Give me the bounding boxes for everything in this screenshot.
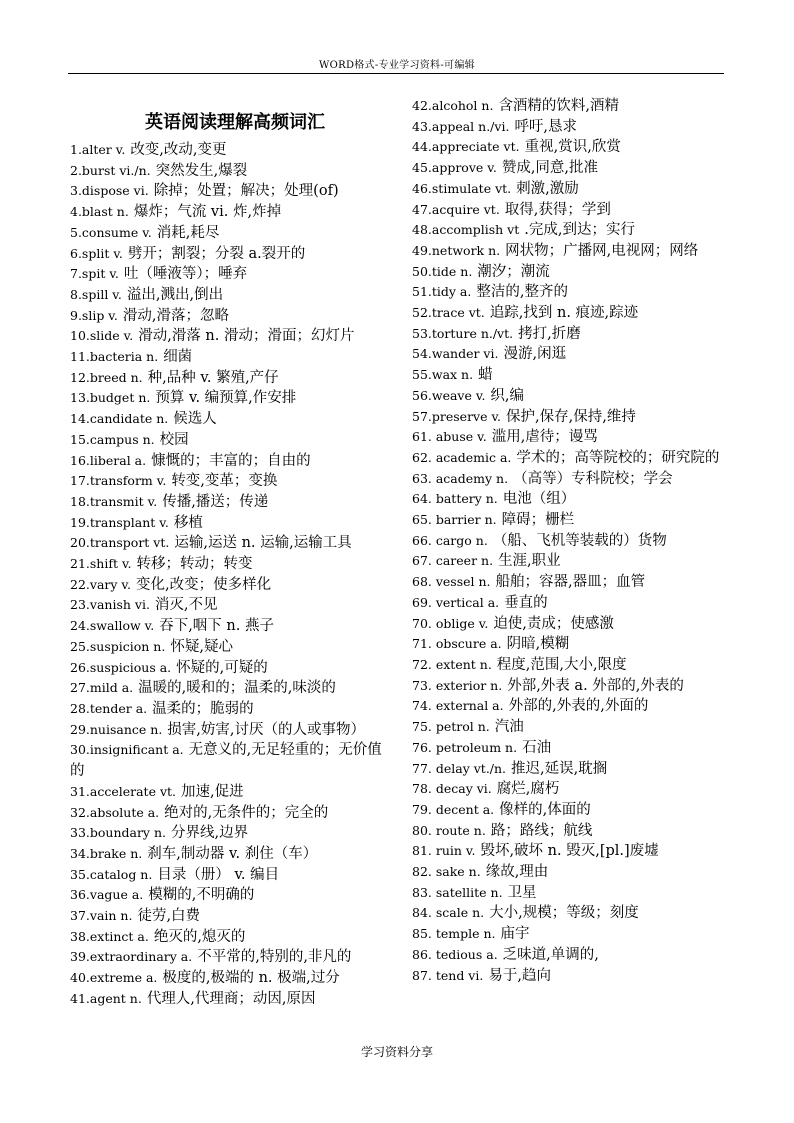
vocab-entry: [70, 989, 396, 1010]
vocab-entry: [412, 137, 734, 158]
vocab-definition: 潮汐；潮流: [477, 263, 550, 280]
vocab-definition: 易于,趋向: [488, 967, 551, 984]
vocab-definition: 不平常的,特别的,非凡的: [197, 949, 352, 966]
vocab-word: 84. scale n.: [412, 905, 485, 921]
vocab-entry: [412, 386, 734, 407]
vocab-definition: 校园: [159, 431, 189, 448]
vocab-entry: [412, 551, 734, 572]
vocab-entry: [70, 595, 396, 616]
vocab-entry: [412, 96, 734, 117]
vocab-word: 23.vanish vi.: [70, 597, 150, 613]
vocab-word: 5.consume v.: [70, 224, 152, 240]
vocab-entry: [70, 471, 396, 492]
vocab-entry: [412, 365, 734, 386]
vocab-definition: 目录（册） v. 编目: [157, 866, 280, 883]
vocab-definition: 外部的,外表的,外面的: [508, 698, 649, 715]
vocab-definition: 转移；转动；转变: [136, 556, 253, 573]
page-header: WORD格式-专业学习资料-可编辑: [319, 60, 475, 71]
vocab-word: 12.breed n.: [70, 369, 143, 385]
vocab-entry: [412, 158, 734, 179]
vocab-word: 49.network n.: [412, 242, 501, 258]
vocab-entry: [70, 306, 396, 327]
vocab-word: 27.mild a.: [70, 680, 134, 696]
vocab-entry: [412, 489, 734, 510]
vocab-entry: [412, 593, 734, 614]
vocab-entry: [412, 676, 734, 697]
vocab-word: 68. vessel n.: [412, 574, 491, 590]
vocab-word: 71. obscure a.: [412, 636, 502, 652]
vocab-entry: [70, 285, 396, 306]
vocab-entry: [70, 492, 396, 513]
vocab-word: 54.wander vi.: [412, 346, 499, 362]
vocab-word: 33.boundary n.: [70, 825, 166, 841]
vocab-definition: 庙宇: [500, 926, 530, 943]
vocab-word: 63. academy n.: [412, 470, 509, 486]
vocab-definition: 变化,改变；使多样化: [135, 576, 272, 593]
vocab-definition: 赞成,同意,批准: [501, 160, 599, 177]
vocab-definition: 蜡: [478, 367, 493, 384]
vocab-definition: 温柔的；脆弱的: [152, 700, 254, 717]
vocab-definition: 候选人: [173, 411, 217, 428]
vocab-word: 25.suspicion n.: [70, 638, 166, 654]
vocab-definition: 呼吁,恳求: [514, 118, 578, 135]
vocab-definition: 转变,变革；变换: [171, 473, 278, 490]
vocab-definition: 温暖的,暖和的；温柔的,味淡的: [138, 680, 336, 697]
vocab-definition: 缘故,理由: [485, 864, 549, 881]
vocab-entry: [70, 844, 396, 865]
vocab-entry: [70, 451, 396, 472]
vocab-entry: [412, 759, 734, 780]
vocab-word: 8.spill v.: [70, 286, 122, 302]
vocab-word: 9.slip v.: [70, 307, 118, 323]
vocab-entry: [412, 841, 734, 862]
vocab-word: 38.extinct a.: [70, 928, 149, 944]
vocab-definition: 石油: [522, 739, 552, 756]
vocab-entry: [412, 862, 734, 883]
vocab-definition: 汽油: [494, 719, 524, 736]
vocab-definition: 追踪,找到 n. 痕迹,踪迹: [489, 305, 639, 322]
vocab-word: 51.tidy a.: [412, 284, 472, 300]
vocab-definition: 推迟,延误,耽搁: [511, 760, 608, 777]
vocab-definition: （船、飞机等装载的）货物: [492, 532, 667, 549]
vocab-word: 62. academic a.: [412, 449, 512, 465]
vocab-word: 6.split v.: [70, 245, 123, 261]
vocab-entry: [412, 779, 734, 800]
vocab-word: 79. decent a.: [412, 801, 495, 817]
vocab-entry: [70, 823, 396, 844]
vocab-word: 11.bacteria n.: [70, 349, 159, 365]
vocab-word: 1.alter v.: [70, 142, 126, 157]
vocab-entry: [412, 469, 734, 490]
vocab-word: 74. external a.: [412, 698, 504, 714]
vocab-entry: [70, 223, 396, 244]
vocab-definition: 腐烂,腐朽: [496, 781, 560, 798]
vocab-word: 34.brake n.: [70, 845, 143, 861]
vocab-word: 30.insignificant a.: [70, 742, 184, 758]
vocab-definition: 怀疑,疑心: [170, 638, 233, 655]
vocab-definition: 含酒精的饮料,酒精: [498, 98, 620, 114]
vocab-entry: [412, 220, 734, 241]
vocab-word: 75. petrol n.: [412, 719, 490, 735]
vocab-definition: 迫使,责成；使感激: [493, 615, 614, 632]
vocab-word: 36.vague a.: [70, 887, 144, 903]
right-column: [412, 96, 734, 986]
vocab-word: 70. oblige v.: [412, 615, 489, 631]
vocab-word: 50.tide n.: [412, 263, 473, 279]
vocab-entry: [70, 678, 396, 699]
vocab-word: 57.preserve v.: [412, 408, 502, 424]
vocab-entry: [412, 200, 734, 221]
vocab-word: 42.alcohol n.: [412, 98, 494, 113]
vocab-definition: 程度,范围,大小,限度: [496, 656, 627, 673]
vocab-word: 47.acquire vt.: [412, 201, 500, 217]
vocab-entry: [412, 448, 734, 469]
vocab-word: 4.blast n.: [70, 204, 129, 220]
vocab-definition: 外部,外表 a. 外部的,外表的: [507, 677, 684, 694]
vocab-entry: [412, 738, 734, 759]
vocab-definition: 吐（唾液等）；唾弃: [123, 266, 248, 283]
vocab-definition: 分界线,边界: [171, 825, 249, 842]
vocab-definition: 损害,妨害,讨厌（的人或事物）: [167, 721, 366, 738]
vocab-word: 13.budget n.: [70, 390, 151, 406]
vocab-word: 41.agent n.: [70, 990, 142, 1006]
vocab-entry: [70, 264, 396, 285]
vocab-entry: [70, 347, 396, 368]
vocab-word: 28.tender a.: [70, 700, 148, 716]
vocab-word: 72. extent n.: [412, 656, 492, 672]
vocab-entry: [412, 324, 734, 345]
vocab-definition: 改变,改动,变更: [130, 142, 227, 158]
vocab-definition: 刺激,激励: [516, 180, 579, 197]
vocab-entry: [70, 513, 396, 534]
vocab-definition: 绝灭的,熄灭的: [153, 928, 246, 945]
vocab-word: 64. battery n.: [412, 491, 498, 507]
vocab-definition: 绝对的,无条件的；完全的: [164, 804, 329, 821]
vocab-entry: [412, 945, 734, 966]
vocab-definition: 像样的,体面的: [499, 801, 591, 818]
vocab-definition: 障碍；栅栏: [501, 512, 575, 529]
vocab-definition: （高等）专科院校；学会: [513, 470, 673, 487]
vocab-word: 48.accomplish vt: [412, 222, 520, 238]
vocab-entry: [70, 720, 396, 741]
vocab-entry: [412, 241, 734, 262]
vocab-word: 21.shift v.: [70, 556, 132, 572]
vocab-definition: 垂直的: [504, 594, 548, 611]
vocab-word: 2.burst vi./n.: [70, 162, 151, 178]
vocab-word: 83. satellite n.: [412, 884, 503, 900]
vocab-word: 73. exterior n.: [412, 677, 503, 693]
vocab-entry: [70, 554, 396, 575]
vocab-definition: 细菌: [163, 349, 193, 366]
vocab-entry: [412, 510, 734, 531]
vocab-entry: [412, 407, 734, 428]
vocab-definition: 学术的；高等院校的；研究院的: [516, 449, 720, 466]
vocab-definition: 无意义的,无足轻重的；无价值的: [70, 742, 382, 780]
vocab-definition: 刹车,制动器 v. 刹住（车）: [147, 845, 318, 862]
vocab-entry: [412, 427, 734, 448]
vocab-entry: [412, 614, 734, 635]
vocab-definition: 预算 v. 编预算,作安排: [155, 390, 297, 407]
vocab-definition: 网状物；广播网,电视网；网络: [505, 242, 699, 259]
vocab-word: 26.suspicious a.: [70, 659, 172, 675]
vocab-entry: [412, 634, 734, 655]
vocab-entry: [412, 262, 734, 283]
vocab-definition: 漫游,闲逛: [503, 346, 567, 363]
vocab-definition: 运输,运送 n. 运输,运输工具: [174, 535, 352, 552]
header-rule: [68, 73, 724, 74]
vocab-word: 67. career n.: [412, 553, 494, 569]
vocab-definition: 突然发生,爆裂: [155, 162, 248, 179]
vocab-definition: 路；路线；航线: [490, 822, 593, 839]
vocab-definition: 徒劳,白费: [137, 908, 201, 925]
vocab-entry: [412, 344, 734, 365]
vocab-entry: [70, 968, 396, 989]
vocab-entry: [70, 637, 396, 658]
vocab-definition: 拷打,折磨: [518, 325, 581, 342]
vocab-word: 82. sake n.: [412, 864, 481, 880]
vocab-entry: [70, 430, 396, 451]
vocab-entry: [70, 326, 396, 347]
vocab-definition: 织,编: [490, 387, 525, 404]
vocab-word: 61. abuse v.: [412, 429, 487, 445]
vocab-definition: 慷慨的；丰富的；自由的: [151, 452, 311, 469]
vocab-entry: [70, 202, 396, 223]
vocab-definition: 种,品种 v. 繁殖,产仔: [147, 369, 279, 386]
vocab-word: 3.dispose vi.: [70, 183, 149, 199]
vocab-word: 20.transport vt.: [70, 535, 170, 551]
vocab-entry: [70, 161, 396, 182]
vocab-definition: 模糊的,不明确的: [148, 887, 255, 904]
vocab-entry: [412, 303, 734, 324]
vocab-entry: [70, 140, 396, 161]
vocab-definition: 船舶；容器,器皿；血管: [495, 574, 646, 591]
vocab-word: 52.trace vt.: [412, 305, 485, 321]
vocab-word: 56.weave v.: [412, 387, 486, 403]
vocab-word: 19.transplant v.: [70, 514, 169, 530]
vocab-word: 22.vary v.: [70, 576, 131, 592]
vocab-entry: [412, 883, 734, 904]
vocab-word: 45.approve v.: [412, 160, 497, 176]
vocab-entry: [70, 803, 396, 824]
vocab-word: 29.nuisance n.: [70, 721, 163, 737]
vocab-word: 40.extreme a.: [70, 970, 158, 986]
vocab-word: 46.stimulate vt.: [412, 180, 512, 196]
vocab-definition: 移植: [173, 514, 203, 531]
vocab-definition: 乏味道,单调的,: [502, 946, 599, 963]
vocab-definition: 整洁的,整齐的: [476, 284, 568, 301]
vocab-definition: 消灭,不见: [154, 597, 218, 614]
vocab-entry: [412, 117, 734, 138]
vocab-entry: [70, 575, 396, 596]
vocab-definition: 阴暗,模糊: [506, 636, 570, 653]
vocab-entry: [412, 966, 734, 987]
vocab-definition: 重视,赏识,欣赏: [524, 139, 621, 156]
vocab-definition: .完成,到达；实行: [524, 222, 635, 239]
vocab-definition: 滥用,虐待；谩骂: [491, 429, 598, 446]
vocab-entry: [412, 696, 734, 717]
vocab-entry: [412, 655, 734, 676]
vocab-entry: [70, 181, 396, 202]
vocab-word: 37.vain n.: [70, 908, 133, 924]
vocab-definition: 滑动,滑落 n. 滑动；滑面；幻灯片: [138, 328, 355, 345]
vocab-definition: 除掉；处置；解决；处理(of): [153, 183, 339, 200]
vocab-word: 16.liberal a.: [70, 452, 147, 468]
vocab-entry: [412, 531, 734, 552]
vocab-definition: 滑动,滑落；忽略: [122, 307, 229, 324]
vocab-word: 10.slide v.: [70, 328, 134, 344]
vocab-entry: [70, 368, 396, 389]
vocab-word: 86. tedious a.: [412, 946, 498, 962]
vocab-entry: [412, 903, 734, 924]
vocab-definition: 劈开；割裂；分裂 a.裂开的: [127, 245, 306, 262]
vocab-word: 17.transform v.: [70, 473, 167, 489]
vocab-definition: 加速,促进: [181, 783, 244, 800]
vocab-word: 24.swallow v.: [70, 618, 155, 634]
vocab-word: 39.extraordinary a.: [70, 949, 193, 965]
vocab-entry: [412, 179, 734, 200]
vocab-word: 44.appreciate vt.: [412, 139, 520, 155]
vocab-entry: [412, 572, 734, 593]
vocab-entry: [70, 244, 396, 265]
vocab-entry: [70, 388, 396, 409]
vocab-entry: [70, 740, 396, 781]
vocab-definition: 消耗,耗尽: [156, 224, 220, 241]
vocab-entry: [70, 865, 396, 886]
vocab-word: 69. vertical a.: [412, 594, 500, 610]
vocab-definition: 怀疑的,可疑的: [176, 659, 268, 676]
vocab-definition: 卫星: [507, 884, 537, 901]
vocab-word: 35.catalog n.: [70, 866, 153, 882]
vocab-word: 15.campus n.: [70, 431, 155, 447]
vocab-entry: [70, 533, 396, 554]
vocab-entry: [70, 658, 396, 679]
vocab-entry: [70, 409, 396, 430]
vocab-entry: [412, 821, 734, 842]
vocab-entry: [70, 616, 396, 637]
vocab-entry: [412, 800, 734, 821]
vocab-entry: [412, 924, 734, 945]
vocab-definition: 爆炸；气流 vi. 炸,炸掉: [133, 204, 282, 221]
vocab-word: 7.spit v.: [70, 266, 119, 282]
vocab-word: 87. tend vi.: [412, 967, 484, 983]
vocab-entry: [70, 699, 396, 720]
vocab-word: 66. cargo n.: [412, 532, 488, 548]
vocab-entry: [70, 885, 396, 906]
vocab-entry: [70, 782, 396, 803]
document-title: 英语阅读理解高频词汇: [145, 112, 325, 133]
vocab-entry: [70, 947, 396, 968]
vocab-word: 43.appeal n./vi.: [412, 118, 510, 134]
vocab-definition: 生涯,职业: [498, 553, 561, 570]
vocab-word: 81. ruin v.: [412, 843, 476, 859]
vocab-word: 76. petroleum n.: [412, 739, 518, 755]
vocab-word: 53.torture n./vt.: [412, 325, 514, 341]
page-footer: 学习资料分享: [360, 1045, 433, 1059]
vocab-word: 65. barrier n.: [412, 512, 497, 528]
vocab-word: 31.accelerate vt.: [70, 783, 177, 799]
vocab-word: 18.transmit v.: [70, 493, 158, 509]
vocab-definition: 溢出,溅出,倒出: [126, 286, 224, 303]
vocab-entry: [412, 282, 734, 303]
vocab-word: 78. decay vi.: [412, 781, 492, 797]
vocab-entry: [412, 717, 734, 738]
vocab-entry: [70, 906, 396, 927]
vocab-word: 55.wax n.: [412, 367, 474, 383]
vocab-word: 80. route n.: [412, 822, 486, 838]
vocab-definition: 代理人,代理商；动因,原因: [146, 990, 316, 1007]
vocab-definition: 传播,播送；传递: [162, 493, 269, 510]
vocab-word: 77. delay vt./n.: [412, 760, 507, 776]
left-column: [70, 140, 396, 1010]
vocab-definition: 电池（组）: [502, 491, 576, 508]
vocab-word: 32.absolute a.: [70, 804, 160, 820]
vocab-word: 85. temple n.: [412, 926, 496, 942]
vocab-definition: 极度的,极端的 n. 极端,过分: [162, 970, 340, 987]
vocab-definition: 吞下,咽下 n. 燕子: [159, 618, 274, 635]
vocab-definition: 取得,获得；学到: [504, 201, 611, 218]
vocab-definition: 毁坏,破坏 n. 毁灭,[pl.]废墟: [480, 843, 659, 860]
vocab-definition: 大小,规模；等级；刻度: [489, 905, 639, 922]
vocab-definition: 保护,保存,保持,维持: [506, 408, 636, 425]
vocab-entry: [70, 927, 396, 948]
vocab-word: 14.candidate n.: [70, 411, 169, 427]
